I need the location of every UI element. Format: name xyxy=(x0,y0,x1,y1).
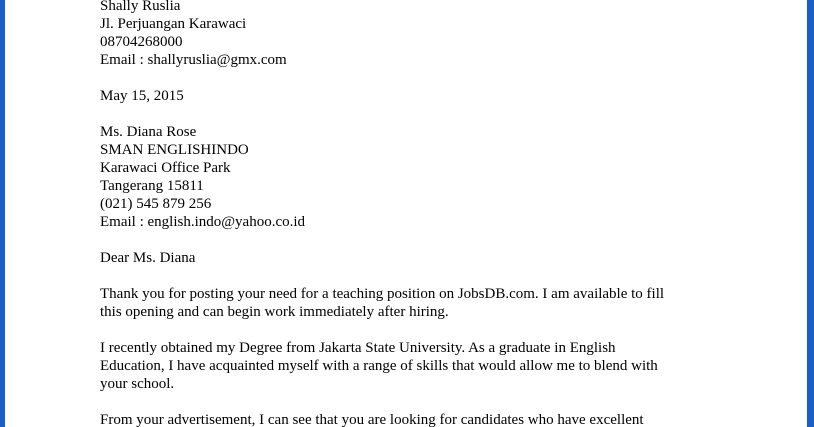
letter-date: May 15, 2015 xyxy=(100,88,184,104)
recipient-email: Email : english.indo@yahoo.co.id xyxy=(100,214,306,230)
sender-phone: 08704268000 xyxy=(100,34,183,50)
paragraph-line: your school. xyxy=(100,376,175,392)
spacer xyxy=(100,393,740,411)
sender-address: Jl. Perjuangan Karawaci xyxy=(100,16,247,32)
spacer xyxy=(100,231,740,249)
paragraph-line: Thank you for posting your need for a teaching position on JobsDB.com. I am available to fill xyxy=(100,286,665,302)
spacer xyxy=(100,105,740,123)
paragraph-2 xyxy=(100,339,740,393)
paragraph-line: I recently obtained my Degree from Jakarta State University. As a graduate in English xyxy=(100,340,616,356)
salutation: Dear Ms. Diana xyxy=(100,250,196,266)
recipient-city: Tangerang 15811 xyxy=(100,178,204,194)
recipient-street: Karawaci Office Park xyxy=(100,160,231,176)
cover-letter xyxy=(100,0,740,427)
recipient-name: Ms. Diana Rose xyxy=(100,124,197,140)
recipient-company: SMAN ENGLISHINDO xyxy=(100,142,249,158)
paragraph-line: this opening and can begin work immediately after hiring. xyxy=(100,304,449,320)
recipient-phone: (021) 545 879 256 xyxy=(100,196,212,212)
recipient-block xyxy=(100,123,740,231)
document-page xyxy=(5,0,807,427)
paragraph-line: Education, I have acquainted myself with a range of skills that would allow me to blend with xyxy=(100,358,658,374)
paragraph-1 xyxy=(100,285,740,321)
paragraph-3 xyxy=(100,411,740,427)
sender-name: Shally Ruslia xyxy=(100,0,181,14)
spacer xyxy=(100,321,740,339)
spacer xyxy=(100,69,740,87)
sender-block xyxy=(100,0,740,69)
sender-email: Email : shallyruslia@gmx.com xyxy=(100,52,287,68)
spacer xyxy=(100,267,740,285)
paragraph-line: From your advertisement, I can see that you are looking for candidates who have excellent xyxy=(100,412,644,427)
